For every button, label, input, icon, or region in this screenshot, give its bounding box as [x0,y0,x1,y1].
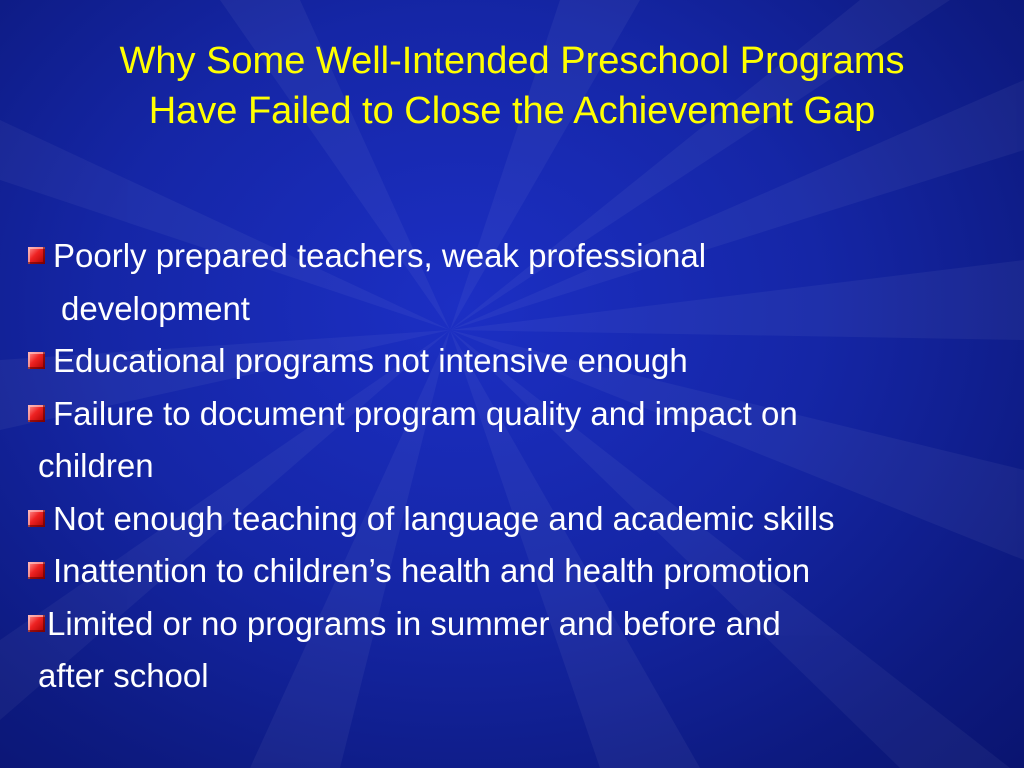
bullet-item [28,598,1018,703]
red-square-bullet-icon [28,352,45,369]
bullet-list [28,230,1018,703]
bullet-item [28,335,1018,388]
slide-title-line-2: Have Failed to Close the Achievement Gap [148,90,876,132]
bullet-item [28,545,1018,598]
bullet-text: Inattention to children’s health and health promotion [53,552,811,589]
red-square-bullet-icon [28,247,45,264]
bullet-text: Educational programs not intensive enough [53,342,688,379]
bullet-item [28,230,1018,335]
bullet-text: Failure to document program quality and impact on [53,394,798,432]
bullet-text-continuation: children [38,447,154,484]
bullet-item [28,388,1018,493]
bullet-item [28,493,1018,546]
slide-title-line-1: Why Some Well-Intended Preschool Programs [119,40,905,82]
bullet-text: Poorly prepared teachers, weak professional [53,237,707,274]
slide-title [0,36,1024,136]
bullet-text: Limited or no programs in summer and before and [47,604,781,642]
red-square-bullet-icon [28,562,45,579]
red-square-bullet-icon [28,405,45,422]
bullet-text: Not enough teaching of language and academic skills [53,499,835,537]
red-square-bullet-icon [28,615,45,632]
red-square-bullet-icon [28,510,45,527]
bullet-text-continuation: after school [38,657,209,694]
bullet-text-continuation: development [61,289,250,327]
